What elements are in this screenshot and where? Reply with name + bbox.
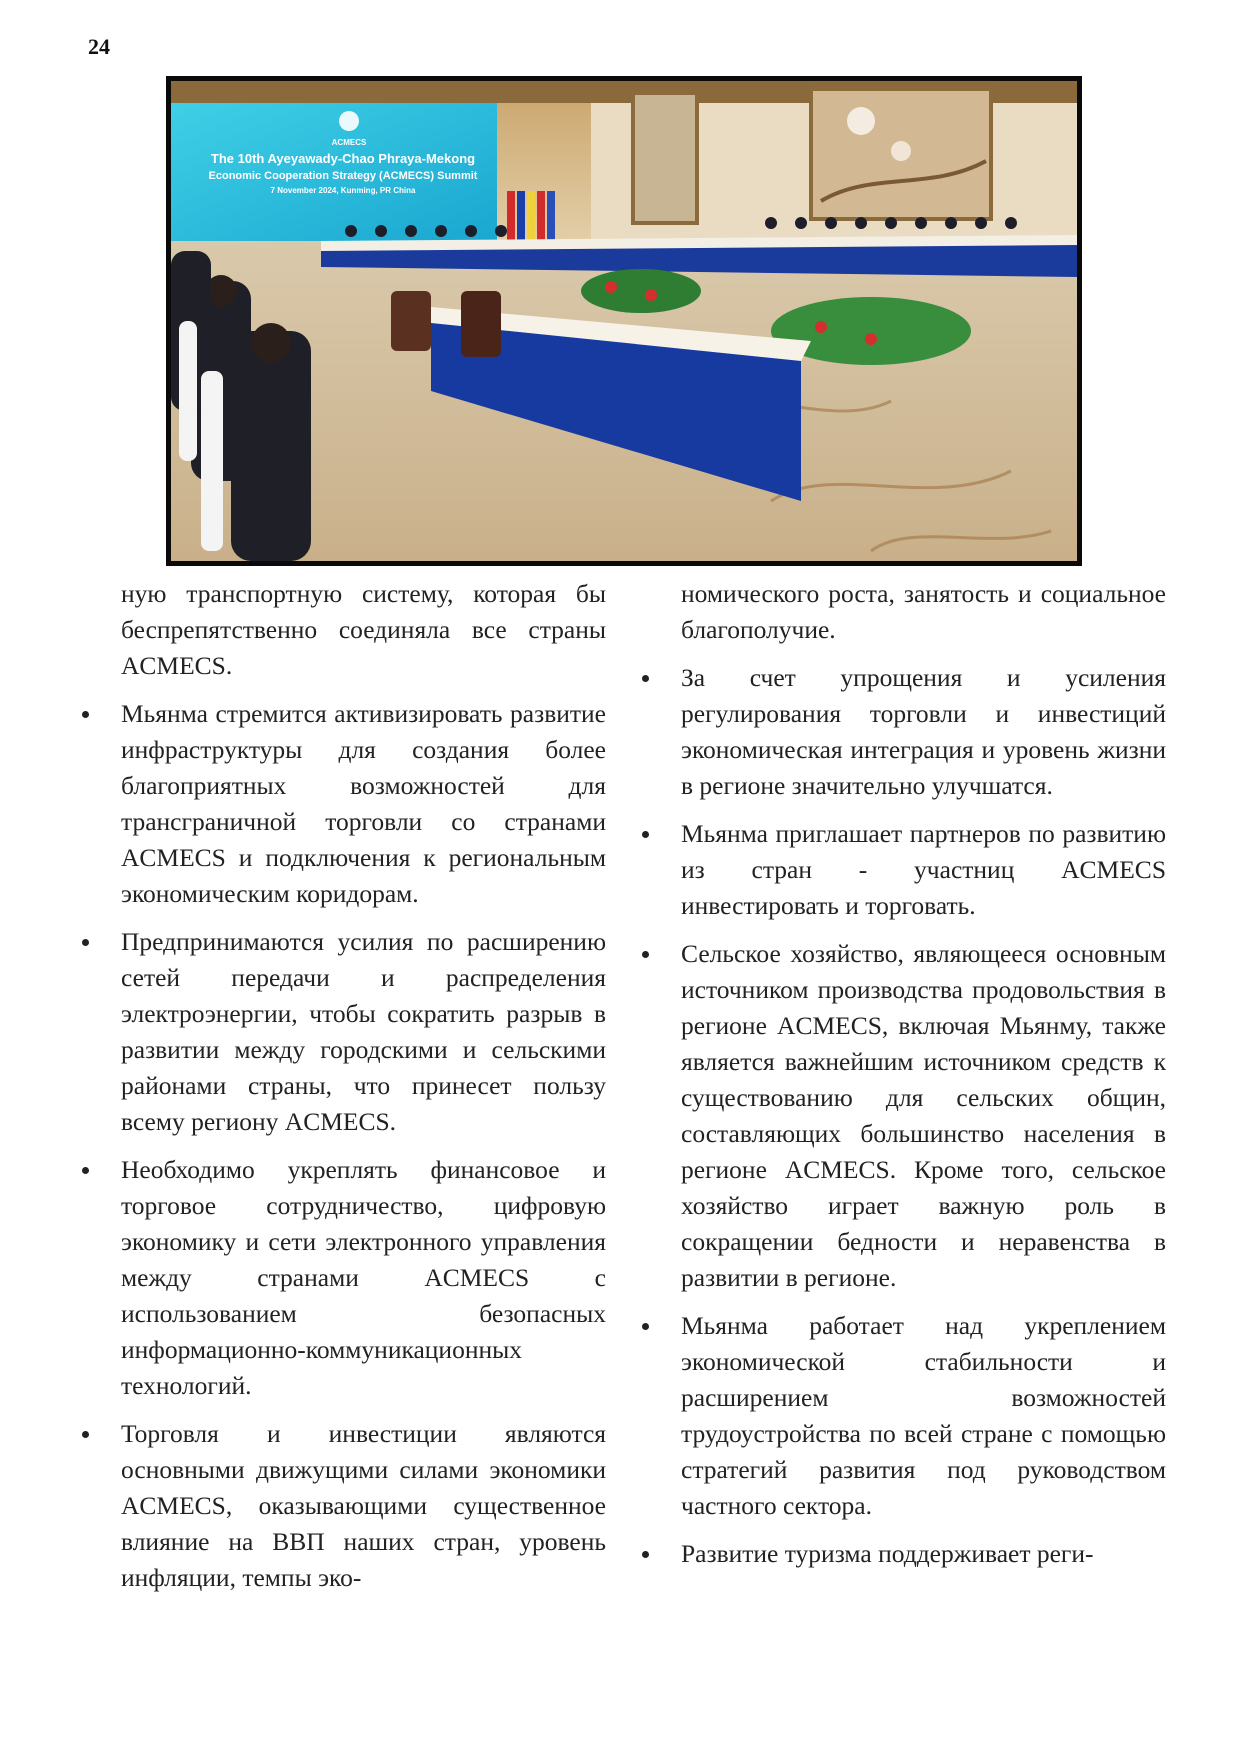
list-item: Необходимо укреплять финансовое и торговое сотрудничество, цифровую экономику и сети электронного управления между странами ACMECS с использованием безопасных информационно-коммуникационных технологий. xyxy=(80,1152,606,1404)
list-item: За счет упрощения и усиления регулирования торговли и инвестиций экономическая интеграция и уровень жизни в регионе значительно улучшатся. xyxy=(640,660,1166,804)
acmecs-logo-icon xyxy=(339,111,359,131)
page-number: 24 xyxy=(88,34,110,59)
list-item: Сельское хозяйство, являющееся основным источником производства продовольствия в регионе ACMECS, включая Мьянму, также является важнейшим источником средств к существованию для сельских общин, составляющих большинство населения в регионе ACMECS. Кроме того, сельское хозяйство играет важную роль в сокращении бедности и неравенства в развитии в регионе. xyxy=(640,936,1166,1296)
left-bullet-list xyxy=(80,696,606,1596)
bullet-icon xyxy=(642,1323,649,1330)
bullet-icon xyxy=(82,1167,89,1174)
bullet-icon xyxy=(82,1431,89,1438)
left-column xyxy=(80,576,606,1608)
right-continuation-paragraph: номического роста, занятость и социальное благополучие. xyxy=(681,579,1166,644)
bullet-icon xyxy=(82,939,89,946)
summit-photo-illustration xyxy=(171,81,1077,561)
list-item: Торговля и инвестиции являются основными движущими силами экономики ACMECS, оказывающими существенное влияние на ВВП наших стран, уровень инфляции, темпы эко- xyxy=(80,1416,606,1596)
right-column xyxy=(640,576,1166,1584)
bullet-icon xyxy=(642,675,649,682)
screen-title-line3: 7 November 2024, Kunming, PR China xyxy=(270,186,416,195)
screen-title-line2: Economic Cooperation Strategy (ACMECS) Summit xyxy=(208,170,478,182)
bullet-icon xyxy=(642,951,649,958)
right-bullet-list xyxy=(640,660,1166,1572)
left-continuation-paragraph: ную транспортную систему, которая бы беспрепятственно соединяла все страны ACMECS. xyxy=(121,579,606,680)
list-item: Мьянма стремится активизировать развитие инфраструктуры для создания более благоприятных возможностей для трансграничной торговли со странами ACMECS и подключения к региональным экономическим коридорам. xyxy=(80,696,606,912)
list-item: Предпринимаются усилия по расширению сетей передачи и распределения электроэнергии, чтобы сократить разрыв в развитии между городскими и сельскими районами страны, что принесет пользу всему региону ACMECS. xyxy=(80,924,606,1140)
screen-title-line1: The 10th Ayeyawady-Chao Phraya-Mekong xyxy=(210,151,476,166)
list-item: Мьянма работает над укреплением экономической стабильности и расширением возможностей трудоустройства по всей стране с помощью стратегий развития под руководством частного сектора. xyxy=(640,1308,1166,1524)
list-item: Мьянма приглашает партнеров по развитию из стран - участниц ACMECS инвестировать и торговать. xyxy=(640,816,1166,924)
screen-logo-text: ACMECS xyxy=(331,138,367,147)
bullet-icon xyxy=(642,831,649,838)
summit-photo xyxy=(166,76,1082,566)
list-item: Развитие туризма поддерживает реги- xyxy=(640,1536,1166,1572)
bullet-icon xyxy=(82,711,89,718)
bullet-icon xyxy=(642,1551,649,1558)
